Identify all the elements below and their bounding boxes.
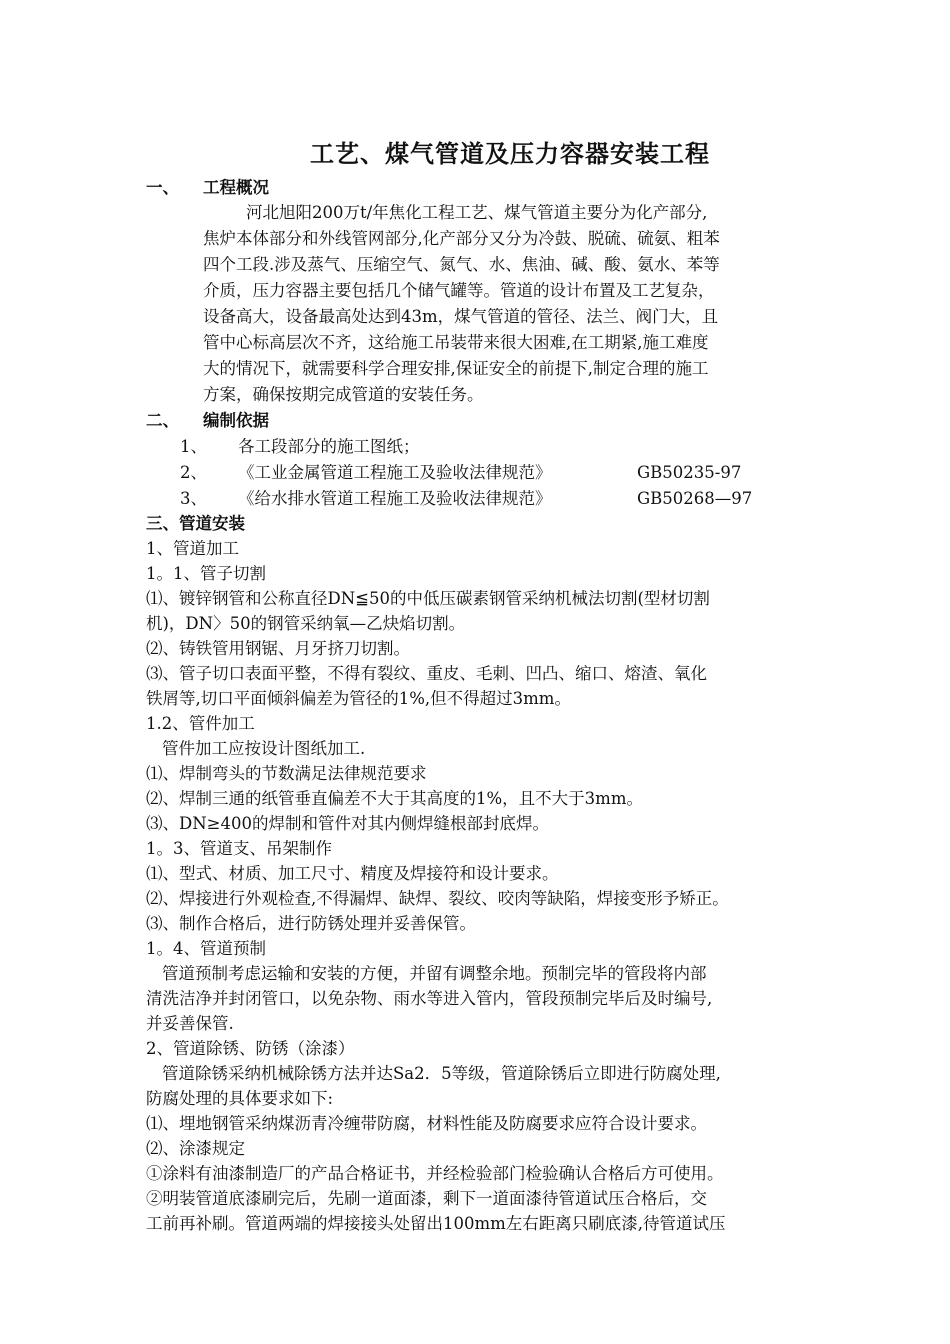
- section3-line: ⑵、焊制三通的纸管垂直偏差不大于其高度的1%，且不大于3mm。: [146, 789, 643, 808]
- section1-line: 方案，确保按期完成管道的安装任务。: [203, 385, 484, 404]
- section3-line: 1、管道加工: [146, 539, 239, 558]
- section3-line: ⑴、焊制弯头的节数满足法律规范要求: [146, 764, 427, 783]
- section3-line: ⑵、涂漆规定: [146, 1139, 245, 1158]
- section3-line: ⑶、制作合格后，进行防锈处理并妥善保管。: [146, 914, 476, 933]
- section3-heading: 三、管道安装: [146, 514, 245, 533]
- reference-number: 2、: [180, 463, 207, 482]
- section1-heading: 工程概况: [203, 178, 269, 197]
- section3-line: ⑴、镀锌钢管和公称直径DN≦50的中低压碳素钢管采纳机械法切割(型材切割: [146, 589, 710, 608]
- section3-line: ①涂料有油漆制造厂的产品合格证书，并经检验部门检验确认合格后方可使用。: [146, 1164, 724, 1183]
- document-title: 工艺、煤气管道及压力容器安装工程: [310, 140, 710, 168]
- section1-line: 设备高大，设备最高处达到43m，煤气管道的管径、法兰、阀门大，且: [203, 307, 719, 326]
- section1-line: 介质，压力容器主要包括几个储气罐等。管道的设计布置及工艺复杂，: [203, 281, 715, 300]
- reference-title: 各工段部分的施工图纸；: [238, 437, 420, 456]
- section3-line: 1.2、管件加工: [146, 714, 255, 733]
- reference-title: 《工业金属管道工程施工及验收法律规范》: [238, 463, 552, 482]
- section3-line: ②明装管道底漆刷完后，先刷一道面漆，剩下一道面漆待管道试压合格后，交: [146, 1189, 707, 1208]
- section3-line: 管件加工应按设计图纸加工.: [162, 739, 366, 758]
- section3-line: ⑴、埋地钢管采纳煤沥青冷缠带防腐，材料性能及防腐要求应符合设计要求。: [146, 1114, 707, 1133]
- section3-line: 工前再补刷。管道两端的焊接接头处留出100mm左右距离只刷底漆,待管道试压: [146, 1214, 726, 1233]
- section2-heading: 编制依据: [203, 411, 269, 430]
- section1-line: 河北旭阳200万t/年焦化工程工艺、煤气管道主要分为化产部分,: [246, 203, 708, 222]
- reference-number: 3、: [180, 489, 207, 508]
- section3-line: ⑵、铸铁管用钢锯、月牙挤刀切割。: [146, 639, 410, 658]
- section3-line: 清洗洁净并封闭管口，以免杂物、雨水等进入管内，管段预制完毕后及时编号,: [146, 989, 713, 1008]
- section3-line: ⑶、DN≥400的焊制和管件对其内侧焊缝根部封底焊。: [146, 814, 549, 833]
- section2-number: 二、: [146, 411, 179, 430]
- section3-line: ⑵、焊接进行外观检查,不得漏焊、缺焊、裂纹、咬肉等缺陷，焊接变形予矫正。: [146, 889, 729, 908]
- section3-line: 2、管道除锈、防锈（涂漆）: [146, 1039, 355, 1058]
- section3-line: ⑶、管子切口表面平整，不得有裂纹、重皮、毛刺、凹凸、缩口、熔渣、氧化: [146, 664, 707, 683]
- reference-number: 1、: [180, 437, 207, 456]
- reference-code: GB50235-97: [637, 463, 742, 482]
- section3-line: 1。4、管道预制: [146, 939, 266, 958]
- reference-title: 《给水排水管道工程施工及验收法律规范》: [238, 489, 552, 508]
- section3-line: 机)，DN〉50的钢管采纳氧—乙炔焰切割。: [146, 614, 466, 633]
- section3-line: 铁屑等,切口平面倾斜偏差为管径的1%,但不得超过3mm。: [146, 689, 571, 708]
- section3-line: 管道预制考虑运输和安装的方便，并留有调整余地。预制完毕的管段将内部: [162, 964, 707, 983]
- section3-line: 并妥善保管.: [146, 1014, 234, 1033]
- section3-line: ⑴、型式、材质、加工尺寸、精度及焊接符和设计要求。: [146, 864, 559, 883]
- section3-line: 1。3、管道支、吊架制作: [146, 839, 332, 858]
- section3-line: 1。1、管子切割: [146, 564, 266, 583]
- reference-code: GB50268—97: [637, 489, 753, 508]
- section3-line: 管道除锈采纳机械除锈方法并达Sa2．5等级，管道除锈后立即进行防腐处理,: [162, 1064, 721, 1083]
- section1-line: 大的情况下，就需要科学合理安排,保证安全的前提下,制定合理的施工: [203, 359, 709, 378]
- section3-line: 防腐处理的具体要求如下:: [146, 1089, 334, 1108]
- section1-line: 管中心标高层次不齐，这给施工吊装带来很大困难,在工期紧,施工难度: [203, 333, 709, 352]
- section1-number: 一、: [146, 178, 179, 197]
- section1-line: 焦炉本体部分和外线管网部分,化产部分又分为冷鼓、脱硫、硫氨、粗苯: [203, 229, 720, 248]
- section1-line: 四个工段.涉及蒸气、压缩空气、氮气、水、焦油、碱、酸、氨水、苯等: [203, 255, 720, 274]
